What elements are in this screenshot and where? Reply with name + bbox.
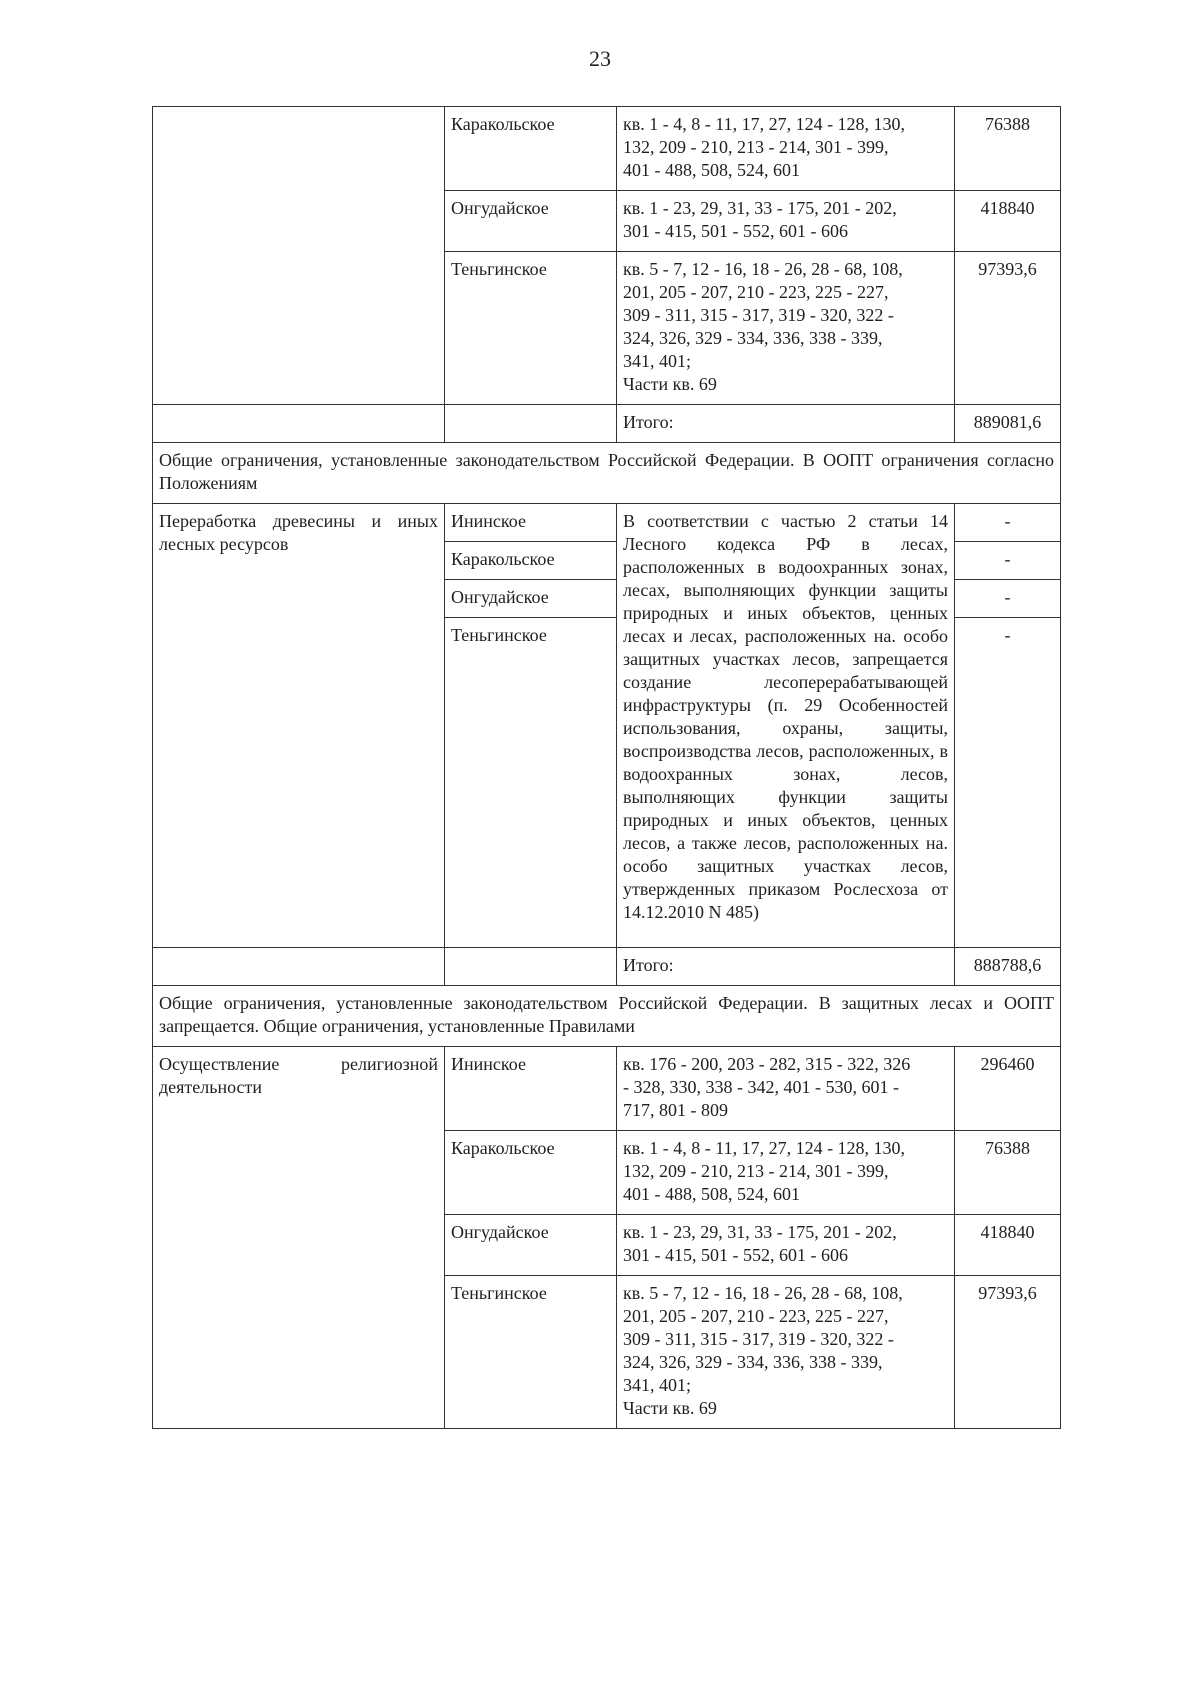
forestry-cell: Онгудайское: [445, 1215, 617, 1276]
area-cell: -: [955, 542, 1061, 580]
area-cell: 97393,6: [955, 252, 1061, 405]
total-value: 888788,6: [955, 948, 1061, 986]
quarters-cell: кв. 5 - 7, 12 - 16, 18 - 26, 28 - 68, 108, 201, 205 - 207, 210 - 223, 225 - 227, 309 - 311, 315 - 317, 319 - 320, 322 - 324, 326, 329 - 334, 336, 338 - 339, 341, 401; Части кв. 69: [617, 252, 955, 405]
forestry-cell: Онгудайское: [445, 191, 617, 252]
activity-cell: Переработка древесины и иных лесных ресурсов: [153, 504, 445, 948]
section-heading: Общие ограничения, установленные законодательством Российской Федерации. В защитных лесах и ООПТ запрещается. Общие ограничения, установленные Правилами: [153, 986, 1061, 1047]
empty-cell: [153, 405, 445, 443]
activity-cell: Осуществление религиозной деятельности: [153, 1047, 445, 1429]
quarters-cell: кв. 1 - 23, 29, 31, 33 - 175, 201 - 202, 301 - 415, 501 - 552, 601 - 606: [617, 1215, 955, 1276]
total-label: Итого:: [617, 405, 955, 443]
area-cell: -: [955, 580, 1061, 618]
forestry-cell: Каракольское: [445, 107, 617, 191]
quarters-cell: кв. 5 - 7, 12 - 16, 18 - 26, 28 - 68, 108, 201, 205 - 207, 210 - 223, 225 - 227, 309 - 311, 315 - 317, 319 - 320, 322 - 324, 326, 329 - 334, 336, 338 - 339, 341, 401; Части кв. 69: [617, 1276, 955, 1429]
empty-cell: [153, 948, 445, 986]
area-cell: 296460: [955, 1047, 1061, 1131]
forestry-cell: Онгудайское: [445, 580, 617, 618]
total-row: [153, 405, 1061, 443]
page-number: 23: [589, 46, 611, 71]
table-row: [153, 107, 1061, 191]
empty-cell: [445, 405, 617, 443]
table-row: [153, 1047, 1061, 1131]
area-cell: -: [955, 504, 1061, 542]
forestry-cell: Ининское: [445, 1047, 617, 1131]
area-cell: 76388: [955, 107, 1061, 191]
forestry-cell: Теньгинское: [445, 252, 617, 405]
forestry-cell: Ининское: [445, 504, 617, 542]
area-cell: 418840: [955, 191, 1061, 252]
total-label: Итого:: [617, 948, 955, 986]
total-row: [153, 948, 1061, 986]
section-row: [153, 986, 1061, 1047]
forestry-cell: Каракольское: [445, 1131, 617, 1215]
section-heading: Общие ограничения, установленные законодательством Российской Федерации. В ООПТ ограничения согласно Положениям: [153, 443, 1061, 504]
forestry-cell: Каракольское: [445, 542, 617, 580]
quarters-cell: кв. 1 - 23, 29, 31, 33 - 175, 201 - 202, 301 - 415, 501 - 552, 601 - 606: [617, 191, 955, 252]
forestry-cell: Теньгинское: [445, 1276, 617, 1429]
quarters-cell: кв. 1 - 4, 8 - 11, 17, 27, 124 - 128, 130, 132, 209 - 210, 213 - 214, 301 - 399, 401 - 488, 508, 524, 601: [617, 107, 955, 191]
forestry-cell: Теньгинское: [445, 618, 617, 948]
area-cell: 97393,6: [955, 1276, 1061, 1429]
section-row: [153, 443, 1061, 504]
total-value: 889081,6: [955, 405, 1061, 443]
activity-cell: [153, 107, 445, 405]
area-cell: 418840: [955, 1215, 1061, 1276]
restriction-text: В соответствии с частью 2 статьи 14 Лесного кодекса РФ в лесах, расположенных в водоохранных зонах, лесах, выполняющих функции защиты природных и иных объектов, ценных лесах и лесах, расположенных на. особо защитных участках лесов, запрещается создание лесоперерабатывающей инфраструктуры (п. 29 Особенностей использования, охраны, защиты, воспроизводства лесов, расположенных, в водоохранных зонах, лесов, выполняющих функции защиты природных и иных объектов, ценных лесов, а также лесов, расположенных на. особо защитных участках лесов, утвержденных приказом Рослесхоза от 14.12.2010 N 485): [617, 504, 955, 948]
area-cell: -: [955, 618, 1061, 948]
quarters-cell: кв. 176 - 200, 203 - 282, 315 - 322, 326 - 328, 330, 338 - 342, 401 - 530, 601 - 717, 801 - 809: [617, 1047, 955, 1131]
quarters-cell: кв. 1 - 4, 8 - 11, 17, 27, 124 - 128, 130, 132, 209 - 210, 213 - 214, 301 - 399, 401 - 488, 508, 524, 601: [617, 1131, 955, 1215]
area-cell: 76388: [955, 1131, 1061, 1215]
empty-cell: [445, 948, 617, 986]
restrictions-table: [152, 106, 1061, 1429]
table-row: [153, 504, 1061, 542]
